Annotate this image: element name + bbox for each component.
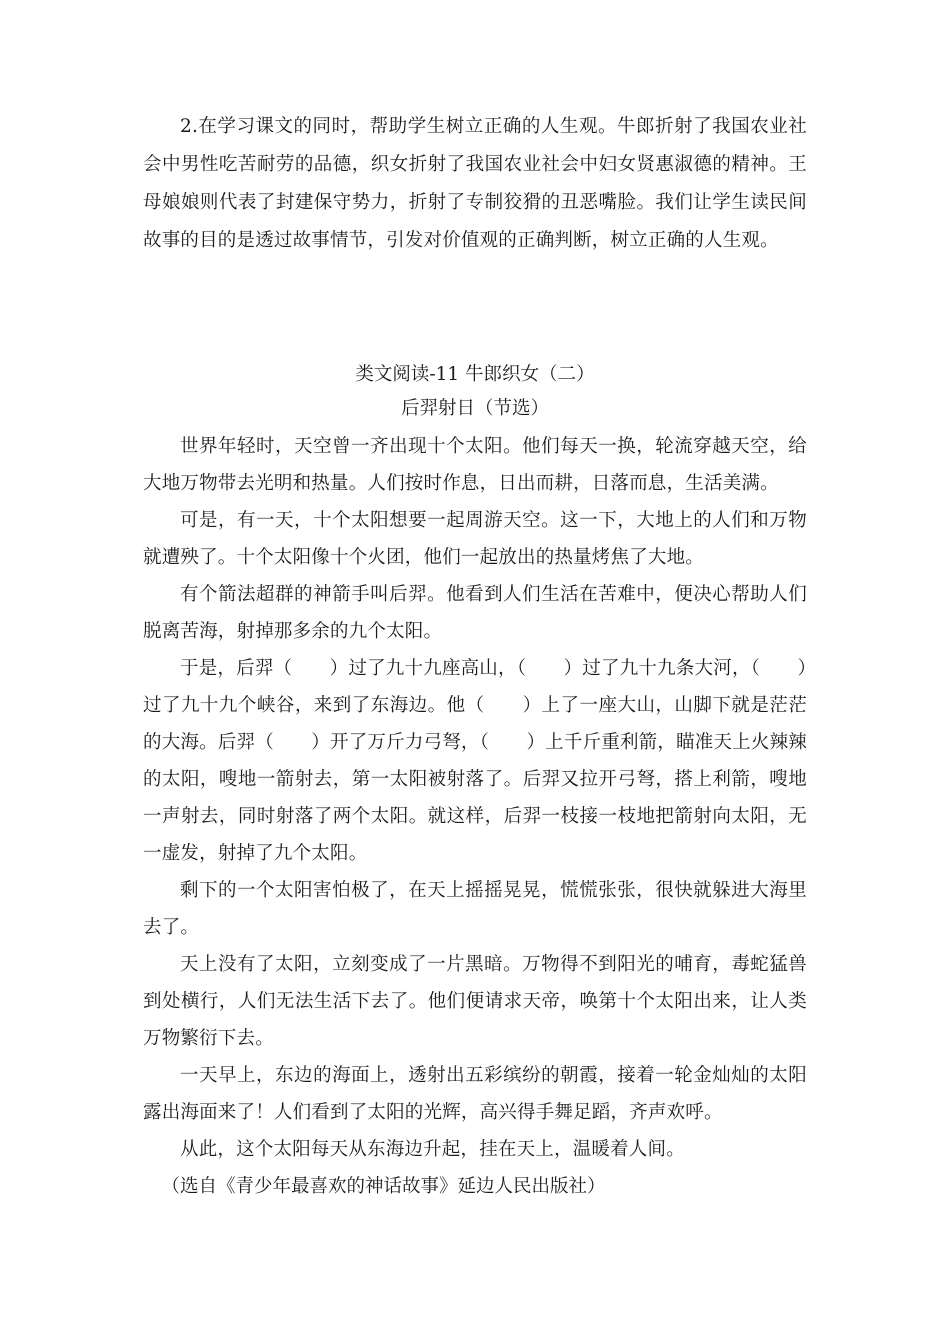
story-paragraph-5: 剩下的一个太阳害怕极了，在天上摇摇晃晃，慌慌张张，很快就躲进大海里去了。 [143, 880, 807, 938]
story-title: 后羿射日（节选） [400, 398, 549, 419]
story-paragraph-2: 可是，有一天，十个太阳想要一起周游天空。这一下，大地上的人们和万物就遭殃了。十个太阳像十个火团，他们一起放出的热量烤焦了大地。 [143, 510, 807, 568]
story-paragraph-1: 世界年轻时，天空曾一齐出现十个太阳。他们每天一换，轮流穿越天空，给大地万物带去光明和热量。人们按时作息，日出而耕，日落而息，生活美满。 [143, 436, 807, 494]
section-title: 类文阅读-11 牛郎织女（二） [355, 364, 595, 385]
story-paragraph-8: 从此，这个太阳每天从东海边升起，挂在天上，温暖着人间。 [180, 1139, 685, 1160]
document-page [143, 108, 807, 1205]
story-paragraph-4: 于是，后羿（ ）过了九十九座高山，（ ）过了九十九条大河，（ ）过了九十九个峡谷，来到了东海边。他（ ）上了一座大山，山脚下就是茫茫的大海。后羿（ ）开了万斤力弓弩，（ ）上千斤重利箭，瞄准天上火辣辣的太阳，嗖地一箭射去，第一太阳被射落了。后羿又拉开弓弩，搭上利箭，嗖地一声射去，同时射落了两个太阳。就这样，后羿一枝接一枝地把箭射向太阳，无一虚发，射掉了九个太阳。 [143, 658, 807, 864]
section-gap [143, 260, 807, 358]
intro-paragraph: 2.在学习课文的同时，帮助学生树立正确的人生观。牛郎折射了我国农业社会中男性吃苦耐劳的品德，织女折射了我国农业社会中妇女贤惠淑德的精神。王母娘娘则代表了封建保守势力，折射了专制狡猾的丑恶嘴脸。我们让学生读民间故事的目的是透过故事情节，引发对价值观的正确判断，树立正确的人生观。 [143, 116, 807, 251]
story-paragraph-6: 天上没有了太阳，立刻变成了一片黑暗。万物得不到阳光的哺育，毒蛇猛兽到处横行，人们无法生活下去了。他们便请求天帝，唤第十个太阳出来，让人类万物繁衍下去。 [143, 954, 807, 1049]
story-paragraph-7: 一天早上，东边的海面上，透射出五彩缤纷的朝霞，接着一轮金灿灿的太阳露出海面来了！人们看到了太阳的光辉，高兴得手舞足蹈，齐声欢呼。 [143, 1065, 807, 1123]
story-paragraph-3: 有个箭法超群的神箭手叫后羿。他看到人们生活在苦难中，便决心帮助人们脱离苦海，射掉那多余的九个太阳。 [143, 584, 807, 642]
source-citation: （选自《青少年最喜欢的神话故事》延边人民出版社） [161, 1176, 606, 1197]
